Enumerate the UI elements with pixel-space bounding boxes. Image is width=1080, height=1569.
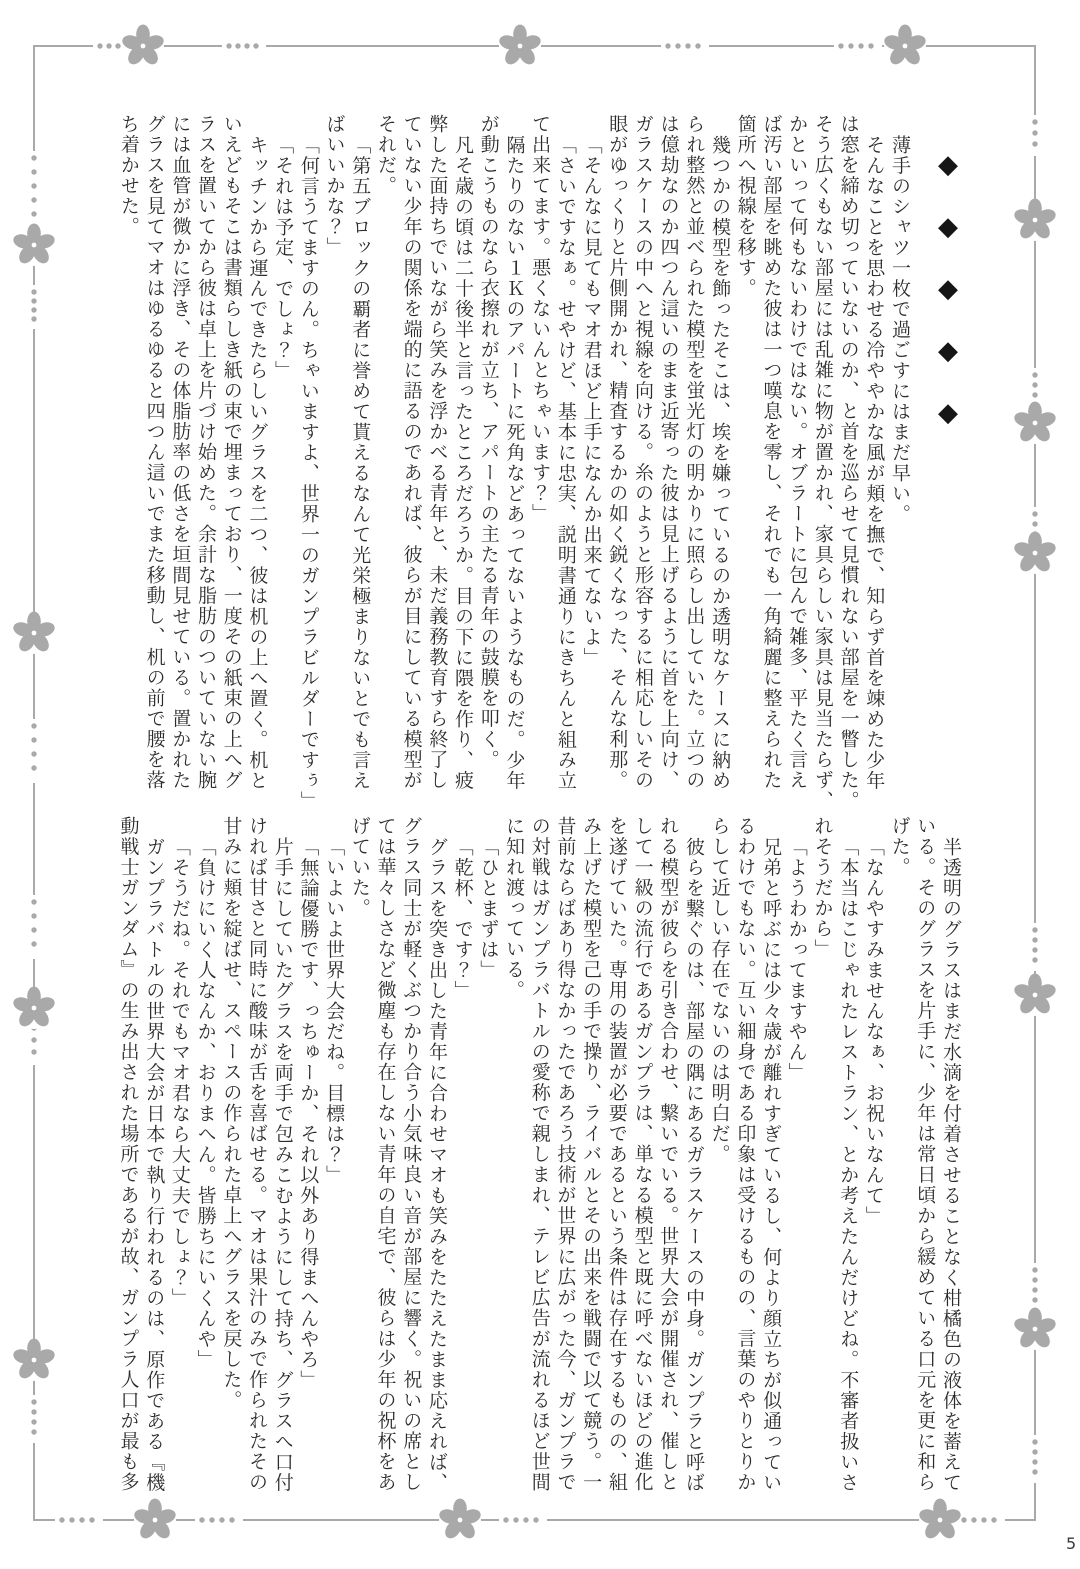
text-line: 昔前ならばあり得なかったであろう技術が世界に広がった今、ガンプラで xyxy=(554,816,577,1493)
text-line: 幾つかの模型を飾ったそこは、埃を嫌っているのか透明なケースに納め xyxy=(709,135,732,791)
text-line: そんなことを思わせる冷ややかな風が頬を撫で、知らず首を竦めた少年 xyxy=(863,135,886,791)
text-line: 「無論優勝です、っちゅーか、それ以外あり得まへんやろ」 xyxy=(297,837,320,1391)
text-line: 「そうだね。それでもマオ君なら大丈夫でしょ？」 xyxy=(168,837,191,1309)
text-line: 隔たりのない１Ｋのアパートに死角などあってないようなものだ。少年 xyxy=(503,135,526,791)
flower-ornament xyxy=(11,224,56,267)
text-line: 彼らを繋ぐのは、部屋の隅にあるガラスケースの中身。ガンプラと呼ば xyxy=(682,837,705,1493)
text-line: 「乾杯、です？」 xyxy=(451,837,474,1001)
flower-ornament xyxy=(497,25,542,68)
text-line: 「本当はこじゃれたレストラン、とか考えたんだけどね。不審者扱いさ xyxy=(837,837,860,1493)
text-line: られ整然と並べられた模型を蛍光灯の明かりに照らし出していた。立つの xyxy=(683,114,706,791)
text-line: 「何言うてますのん。ちゃいますよ、世界一のガンプラビルダーですぅ」 xyxy=(297,135,320,812)
text-line: いる。そのグラスを片手に、少年は常日頃から緩めている口元を更に和ら xyxy=(914,816,937,1493)
section-break-diamonds: ◆◆◆◆◆ xyxy=(933,150,963,460)
text-line: キッチンから運んできたらしいグラスを二つ、彼は机の上へ置く。机と xyxy=(246,135,269,791)
text-line: の対戦はガンプラバトルの愛称で親しまれ、テレビ広告が流れるほど世間 xyxy=(528,816,551,1493)
text-line: を遂げていた。専用の装置が必要であるという条件は存在するものの、組 xyxy=(605,816,628,1493)
text-line: 「さいですなぁ。せやけど、基本に忠実、説明書通りにきちんと組み立 xyxy=(554,135,577,791)
text-line: して一級の流行であるガンプラは、単なる模型と既に呼べないほどの進化 xyxy=(631,816,654,1493)
text-line: 箇所へ視線を移す。 xyxy=(734,114,757,299)
text-line: 半透明のグラスはまだ水滴を付着させることなく柑橘色の液体を蓄えて xyxy=(940,837,962,1493)
text-line: ければ甘さと同時に酸味が舌を喜ばせる。マオは果汁のみで作られたその xyxy=(246,816,269,1493)
text-line: 動戦士ガンダム』の生み出された場所であるが故、ガンプラ人口が最も多 xyxy=(117,816,140,1493)
text-line: は億劫なのか四つん這いのまま近寄った彼は見上げるように首を上向け、 xyxy=(657,114,680,791)
text-line: み上げた模型を己の手で操り、ライバルとその出来を戦闘で以て競う。一 xyxy=(580,816,603,1493)
text-line: ては華々しさなど微塵も存在しない青年の自宅で、彼らは少年の祝杯をあ xyxy=(374,816,397,1493)
text-line: れそうだから」 xyxy=(811,816,834,960)
text-line: ていない少年の関係を端的に語るのであれば、彼らが目にしている模型が xyxy=(400,114,423,791)
text-line: 「そんなに見てもマオ君ほど上手になんか出来てないよ」 xyxy=(580,135,603,668)
flower-ornament xyxy=(1012,199,1057,242)
text-line: 弊した面持ちでいながら笑みを浮かべる青年と、未だ義務教育すら終了し xyxy=(426,114,449,791)
text-line: れる模型が彼らを引き合わせ、繋いでいる。世界大会が開催され、催しと xyxy=(657,816,680,1493)
text-line: ば汚い部屋を眺めた彼は一つ嘆息を零し、それでも一角綺麗に整えられた xyxy=(760,114,783,791)
text-line: 兄弟と呼ぶには少々歳が離れすぎているし、何より顔立ちが似通ってい xyxy=(760,837,783,1493)
flower-ornament xyxy=(1012,1308,1057,1351)
text-line: ガンプラバトルの世界大会が日本で執り行われるのは、原作である『機 xyxy=(143,837,166,1493)
text-line: るわけでもない。互い細身である印象は受けるものの、言葉のやりとりか xyxy=(734,816,757,1493)
flower-ornament xyxy=(11,987,56,1030)
text-line: グラスを突き出した青年に合わせマオも笑みをたたえたまま応えれば、 xyxy=(425,837,448,1493)
text-line: 眼がゆっくりと片側開かれ、精査するかの如く鋭くなった、そんな利那。 xyxy=(606,114,629,791)
text-line: には血管が微かに浮き、その体脂肪率の低さを垣間見せている。置かれた xyxy=(169,114,192,791)
text-line: 薄手のシャツ一枚で過ごすにはまだ早い。 xyxy=(889,135,911,525)
text-line: らして近しい存在でないのは明白だ。 xyxy=(708,816,731,1165)
flower-ornament xyxy=(1012,402,1057,445)
flower-ornament xyxy=(882,25,927,68)
text-line: そう広くもない部屋には乱雑に物が置かれ、家具らしい家具は見当たらず、 xyxy=(811,114,834,811)
text-line: 「ようわかってますやん」 xyxy=(785,837,808,1083)
text-line: ラスを置いてから彼は卓上を片づけ始めた。余計な脂肪のついていない腕 xyxy=(195,114,218,791)
flower-ornament xyxy=(11,1339,56,1382)
text-line: ち着かせた。 xyxy=(117,114,140,237)
text-line: かといって何もないわけではない。オブラートに包んで雑多、平たく言え xyxy=(786,114,809,791)
text-line: が動こうものなら衣擦れが立ち、アパートの主たる青年の鼓膜を叩く。 xyxy=(477,114,500,770)
text-line: グラス同士が軽くぶつかり合う小気味良い音が部屋に響く。祝いの席とし xyxy=(400,816,423,1493)
text-line: 凡そ歳の頃は二十後半と言ったところだろうか。目の下に隈を作り、疲 xyxy=(452,135,475,791)
flower-ornament xyxy=(120,25,165,68)
text-line: いえどもそこは書類らしき紙の束で埋まっており、一度その紙束の上へグ xyxy=(220,114,243,791)
text-line: は窓を締め切っていないのか、と首を巡らせて見慣れない部屋を一瞥した。 xyxy=(837,114,860,811)
text-line: 「なんやすみませんなぁ、お祝いなんて」 xyxy=(862,837,885,1227)
text-line: ばいいかな？」 xyxy=(323,114,346,258)
text-line: グラスを見てマオはゆるゆると四つん這いでまた移動し、机の前で腰を落 xyxy=(143,114,166,791)
text-line: それだ。 xyxy=(374,114,397,196)
story-text-bottom xyxy=(115,816,963,1561)
text-line: に知れ渡っている。 xyxy=(503,816,526,1001)
text-line: げた。 xyxy=(888,816,911,878)
page-number: 5 xyxy=(1066,1534,1077,1553)
text-line: 「第五ブロックの覇者に誉めて貰えるなんて光栄極まりないとでも言え xyxy=(349,135,372,791)
flower-ornament xyxy=(1012,532,1057,575)
text-line: ガラスケースの中へと視線を向ける。糸のようと形容するに相応しいその xyxy=(631,114,654,791)
flower-ornament xyxy=(1012,974,1057,1017)
text-line: 「それは予定、でしょ？」 xyxy=(272,135,295,381)
text-line: 「いよいよ世界大会だね。目標は？」 xyxy=(323,837,346,1186)
text-line: 「ひとまずは」 xyxy=(477,837,500,981)
text-line: 甘みに頬を綻ばせ、スペースの作られた卓上へグラスを戻した。 xyxy=(220,816,243,1411)
text-line: 片手にしていたグラスを両手で包みこむようにして持ち、グラスへ口付 xyxy=(271,837,294,1493)
text-line: げていた。 xyxy=(348,816,371,919)
text-line: て出来てます。悪くないんとちゃいます？」 xyxy=(529,114,552,524)
flower-ornament xyxy=(11,612,56,655)
story-text-top xyxy=(115,114,912,859)
text-line: 「負けにいく人なんか、おりまへん。皆勝ちにいくんや」 xyxy=(194,837,217,1370)
